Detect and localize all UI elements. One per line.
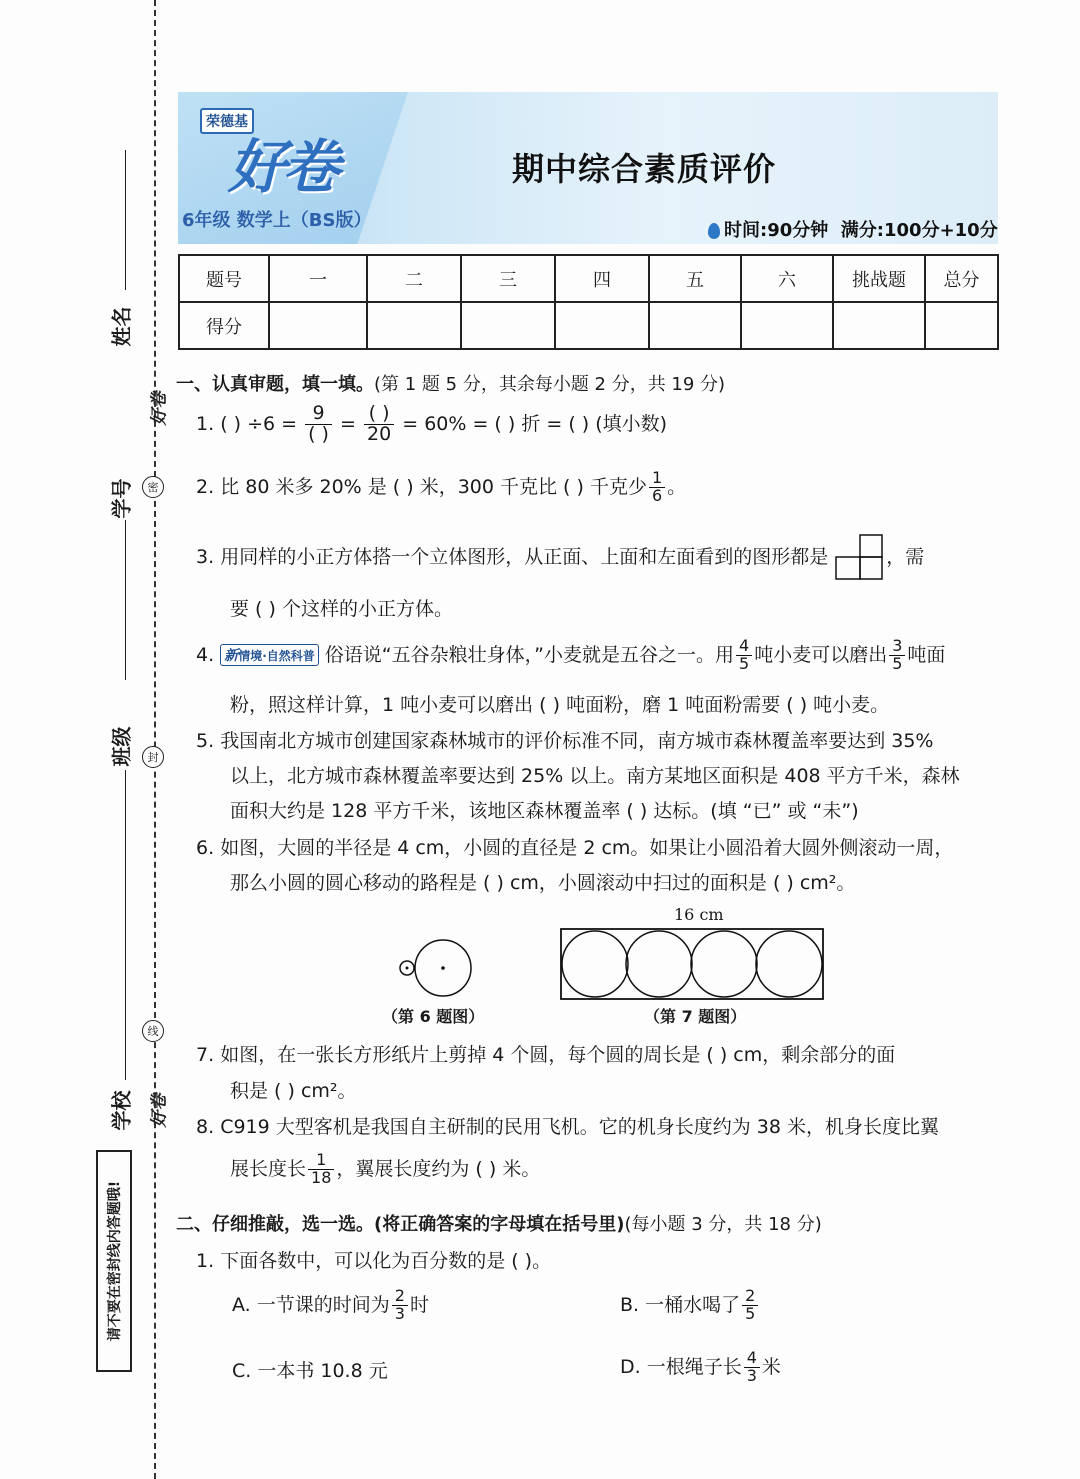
score-cell[interactable] [649, 302, 741, 349]
q-text: 如图，大圆的半径是 4 cm，小圆的直径是 2 cm。如果让小圆沿着大圆外侧滚动一周， [220, 837, 954, 859]
score-cell[interactable] [833, 302, 925, 349]
school-label: 学校 [109, 1090, 134, 1131]
q-text: 我国南北方城市创建国家森林城市的评价标准不同，南方城市森林覆盖率要达到 35% [220, 730, 934, 752]
fraction [364, 404, 394, 445]
fraction [308, 1152, 334, 1187]
s1-question-5-line2: 以上，北方城市森林覆盖率要达到 25% 以上。南方某地区面积是 408 平方千米，森林 [230, 765, 960, 787]
score-cell[interactable] [367, 302, 461, 349]
figure-6-caption: （第 6 题图） [382, 1007, 485, 1026]
seal-mark-mi: 密 [142, 476, 164, 498]
grade-label: 6年级 数学上（BS版） [182, 210, 372, 231]
s2-question-1 [196, 1246, 551, 1273]
option-text: A. 一节课的时间为 [232, 1293, 390, 1316]
section1-heading [176, 370, 725, 396]
q-number: 5. [196, 730, 215, 752]
q-number: 1. [196, 1250, 215, 1272]
s1-question-4 [196, 638, 945, 673]
score-table [178, 254, 999, 350]
student-id-label: 学号 [109, 478, 134, 519]
q-text: = [340, 412, 356, 435]
shape-square-bottom-left [836, 557, 860, 579]
score-header-cell: 一 [269, 255, 367, 302]
header-banner [178, 92, 998, 244]
clock-drop-icon [708, 223, 720, 239]
q-number: 6. [196, 837, 215, 859]
figure-7-width-label: 16 cm [674, 905, 724, 924]
section2-note: (每小题 3 分，共 18 分) [624, 1214, 822, 1235]
q-text: 下面各数中，可以化为百分数的是 ( )。 [220, 1250, 552, 1272]
tag-new: 新 [224, 648, 239, 665]
class-label: 班级 [109, 726, 134, 767]
fraction [736, 638, 752, 673]
figure-7 [558, 926, 828, 1002]
score-row-label: 得分 [179, 302, 269, 349]
score-header-cell: 二 [367, 255, 461, 302]
s1-question-7 [196, 1040, 895, 1067]
s1-question-7-line2: 积是 ( ) cm²。 [230, 1080, 357, 1102]
class-write-line [125, 520, 126, 680]
score-cell[interactable] [269, 302, 367, 349]
shape-square-bottom-right [860, 557, 882, 579]
score-header-cell: 六 [741, 255, 833, 302]
fraction-denominator: ( ) [308, 422, 329, 445]
s2-q1-option-c[interactable]: C. 一本书 10.8 元 [232, 1360, 388, 1382]
fraction-denominator: 5 [739, 653, 750, 673]
figure-6 [392, 930, 482, 1010]
fraction [744, 1350, 760, 1385]
fraction-numerator: ( ) [364, 404, 394, 425]
s1-question-2 [196, 470, 686, 505]
score-header-cell: 挑战题 [833, 255, 925, 302]
q-number: 2. [196, 475, 215, 498]
cube-view-shape [834, 531, 886, 583]
score-cell[interactable] [741, 302, 833, 349]
q-text: 比 80 米多 20% 是 ( ) 米，300 千克比 ( ) 千克少 [220, 475, 647, 498]
q-number: 1. [196, 412, 215, 435]
fraction-denominator: 5 [892, 653, 903, 673]
fraction [649, 470, 665, 505]
s1-question-6-line2: 那么小圆的圆心移动的路程是 ( ) cm，小圆滚动中扫过的面积是 ( ) cm²。 [230, 872, 856, 894]
name-label: 姓名 [109, 306, 134, 347]
section2-heading [176, 1210, 822, 1236]
seal-mark-feng: 封 [142, 746, 164, 768]
fraction [305, 404, 332, 445]
score-header-cell: 总分 [925, 255, 998, 302]
seal-dashed-line [154, 0, 156, 1479]
q-text: 如图，在一张长方形纸片上剪掉 4 个圆，每个圆的周长是 ( ) cm，剩余部分的面 [220, 1044, 896, 1066]
fraction-numerator: 1 [308, 1152, 334, 1170]
s2-q1-option-b[interactable] [620, 1288, 760, 1323]
q-text: C919 大型客机是我国自主研制的民用飞机。它的机身长度约为 38 米，机身长度比翼 [220, 1116, 940, 1138]
s1-question-6 [196, 833, 953, 860]
q-text: 吨面 [907, 643, 946, 666]
q-number: 7. [196, 1044, 215, 1066]
cut-circle-1 [562, 931, 628, 997]
fraction [742, 1288, 758, 1323]
large-circle-center [441, 966, 445, 970]
q-text: 用同样的小正方体搭一个立体图形，从正面、上面和左面看到的图形都是 [220, 546, 829, 568]
exam-full-score: 满分:100分+10分 [840, 220, 998, 241]
scenario-tag [220, 644, 319, 666]
q-text: ，翼展长度约为 ( ) 米。 [336, 1157, 541, 1180]
option-text: 米 [761, 1355, 781, 1378]
fraction [889, 638, 905, 673]
shape-square-top-right [860, 535, 882, 557]
fraction-denominator: 3 [394, 1303, 405, 1323]
fraction-denominator: 3 [746, 1365, 757, 1385]
score-header-cell: 题号 [179, 255, 269, 302]
q-number: 8. [196, 1116, 215, 1138]
brand-tag: 荣德基 [200, 108, 254, 134]
side-logo-top: 好卷 [149, 391, 170, 426]
fraction-numerator: 9 [305, 404, 332, 425]
q-text: 。 [667, 475, 687, 498]
score-header-cell: 三 [461, 255, 555, 302]
score-header-cell: 五 [649, 255, 741, 302]
seal-mark-xian: 线 [142, 1020, 164, 1042]
fraction-numerator: 4 [744, 1350, 760, 1368]
option-text: D. 一根绳子长 [620, 1355, 742, 1378]
school-write-line [125, 770, 126, 1080]
cut-circle-3 [691, 931, 757, 997]
tag-text: 情境·自然科普 [238, 649, 315, 664]
fraction-denominator: 20 [367, 422, 392, 445]
s1-question-3 [196, 542, 924, 569]
fraction-numerator: 2 [742, 1288, 758, 1306]
s1-question-8-line2 [230, 1152, 540, 1187]
option-text: B. 一桶水喝了 [620, 1293, 741, 1316]
score-table-header-row [179, 255, 998, 302]
score-cell[interactable] [461, 302, 555, 349]
s1-question-3-line2: 要 ( ) 个这样的小正方体。 [230, 598, 453, 620]
score-header-cell: 四 [555, 255, 649, 302]
s1-question-1 [196, 404, 667, 445]
name-write-line [125, 150, 126, 290]
seal-notice-box [96, 1150, 132, 1372]
s1-question-8 [196, 1112, 939, 1139]
score-cell[interactable] [555, 302, 649, 349]
score-table-score-row [179, 302, 998, 349]
section2-title: 二、仔细推敲，选一选。(将正确答案的字母填在括号里) [176, 1214, 625, 1235]
q-text: = 60% = ( ) 折 = ( ) (填小数) [402, 412, 668, 435]
s2-q1-option-d[interactable] [620, 1350, 781, 1385]
fraction-numerator: 1 [649, 470, 665, 488]
exam-time: 时间:90分钟 [724, 220, 829, 241]
s1-question-5-line3: 面积大约是 128 平方千米，该地区森林覆盖率 ( ) 达标。(填 “已” 或 “未”) [230, 800, 859, 822]
fraction-numerator: 3 [889, 638, 905, 656]
fraction-denominator: 18 [311, 1167, 332, 1187]
seal-notice-text: 请不要在密封线内答题哦! [107, 1180, 124, 1342]
fraction-denominator: 6 [651, 485, 663, 505]
brand-logo: 好卷 [228, 133, 337, 201]
fraction-numerator: 4 [736, 638, 752, 656]
q-text: ( ) ÷6 = [220, 412, 298, 435]
q-text: 展长度长 [230, 1157, 307, 1180]
section1-note: (第 1 题 5 分，其余每小题 2 分，共 19 分) [374, 374, 726, 395]
fraction-denominator: 5 [745, 1303, 756, 1323]
small-circle-center [406, 967, 409, 970]
section1-title: 一、认真审题，填一填。 [176, 374, 374, 395]
fraction-numerator: 2 [392, 1288, 408, 1306]
s1-question-4-line2: 粉，照这样计算，1 吨小麦可以磨出 ( ) 吨面粉，磨 1 吨面粉需要 ( ) 吨小麦。 [230, 694, 890, 716]
figure-7-caption: （第 7 题图） [644, 1007, 747, 1026]
q-text: 吨小麦可以磨出 [754, 643, 888, 666]
q-text: 俗语说“五谷杂粮壮身体，”小麦就是五谷之一。用 [324, 643, 734, 666]
option-text: 时 [409, 1293, 429, 1316]
score-cell[interactable] [925, 302, 998, 349]
cut-circle-2 [626, 931, 692, 997]
s2-q1-option-a[interactable] [232, 1288, 429, 1323]
fraction [392, 1288, 408, 1323]
page-title: 期中综合素质评价 [512, 150, 777, 188]
q-number: 3. [196, 546, 215, 568]
cut-circle-4 [756, 931, 822, 997]
s1-question-5 [196, 726, 933, 753]
side-logo-bottom: 好卷 [149, 1093, 170, 1128]
q-number: 4. [196, 643, 215, 666]
q-text: ，需 [886, 546, 925, 568]
exam-meta [708, 216, 998, 242]
